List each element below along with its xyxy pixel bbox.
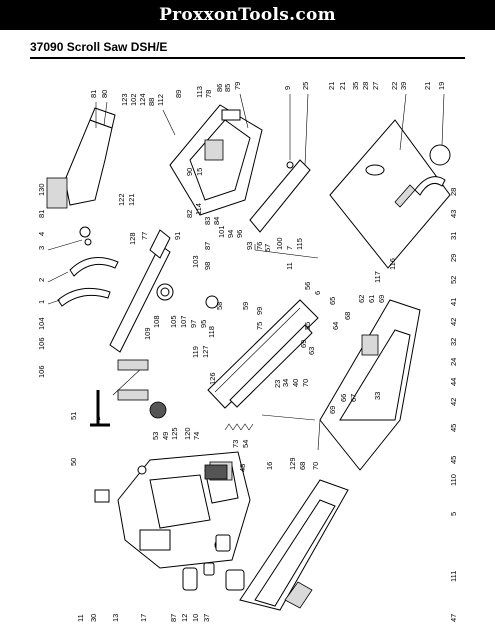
part-label: 39 [399,81,408,90]
brand-title: ProxxonTools.com [159,5,336,25]
part-label: 33 [373,391,382,400]
part-label: 120 [183,427,192,440]
part-label: 122 [117,193,126,206]
part-label: 104 [37,317,46,330]
part-label: 68 [343,311,352,320]
part-label: 80 [100,89,109,98]
part-label: 2 [37,277,46,282]
part-label: 113 [195,86,204,98]
part-label: 69 [377,294,386,303]
part-label: 44 [449,377,458,386]
part-label: 106 [37,365,46,378]
part-label: 123 [120,93,129,106]
part-label: 83 [203,216,212,225]
part-label: 111 [449,570,458,582]
part-label: 23 [273,379,282,388]
part-label: 1 [37,299,46,304]
part-label: 5 [449,511,458,516]
part-label: 81 [37,209,46,218]
part-label: 21 [327,81,336,90]
part-label: 66 [339,393,348,402]
part-label: 10 [191,613,200,622]
part-label: 102 [129,93,138,106]
part-label: 52 [449,275,458,284]
upper-cover [47,108,115,208]
hex-key [90,360,148,425]
part-label: 109 [143,327,152,340]
part-label: 119 [191,346,200,358]
part-label: 63 [307,346,316,355]
part-label: 126 [208,372,217,385]
part-label: 54 [241,439,250,448]
part-label: 57 [263,243,272,252]
part-label: 68 [298,461,307,470]
part-label: 75 [255,321,264,330]
part-label: 124 [138,93,147,106]
part-label: 30 [89,613,98,622]
part-label: 62 [357,294,366,303]
part-label: 15 [195,167,204,176]
part-label: 48 [238,463,247,472]
blade-guard-plate [250,160,310,232]
part-label: 74 [192,431,201,440]
part-label: 4 [37,231,46,236]
part-label: 13 [111,613,120,622]
part-label: 121 [127,193,136,206]
part-label: 91 [173,231,182,240]
part-label: 125 [170,427,179,440]
part-label: 70 [311,461,320,470]
part-label: 11 [76,614,85,622]
part-label: 73 [231,439,240,448]
part-label: 114 [194,203,203,215]
saw-table [330,120,450,268]
part-label: 24 [449,357,458,366]
part-label: 117 [373,271,382,283]
part-label: 67 [349,393,358,402]
part-label: 116 [388,258,397,270]
motor-housing [170,105,262,215]
part-label: 96 [235,229,244,238]
part-label: 34 [281,378,290,387]
part-label: 130 [37,183,46,196]
part-label: 9 [283,85,292,90]
part-label: 115 [295,238,304,250]
part-label: 99 [255,306,264,315]
part-label: 94 [226,229,235,238]
part-label: 85 [223,83,232,92]
part-label: 25 [301,81,310,90]
part-label: 32 [449,337,458,346]
part-label: 55 [303,321,312,330]
part-label: 95 [199,319,208,328]
part-label: 29 [449,253,458,262]
part-label: 50 [69,457,78,466]
part-label: 90 [185,167,194,176]
part-label: 40 [291,378,300,387]
part-label: 129 [288,457,297,470]
part-label: 110 [449,474,458,486]
part-label: 107 [179,315,188,328]
part-label: 101 [217,225,226,238]
part-label: 47 [449,613,458,622]
part-label: 100 [275,237,284,250]
part-label: 21 [423,81,432,90]
part-label: 112 [156,94,165,106]
part-label: 19 [437,81,446,90]
part-label: 28 [449,187,458,196]
part-label: 79 [233,81,242,90]
page-title: 37090 Scroll Saw DSH/E [30,40,168,54]
part-label: 76 [255,241,264,250]
part-label: 86 [215,83,224,92]
adjuster-knob [150,402,315,430]
part-label: 105 [169,315,178,328]
part-label: 56 [303,281,312,290]
lower-arm [208,300,318,408]
part-label: 108 [152,315,161,328]
part-label: 37 [202,613,211,622]
part-label: 81 [89,89,98,98]
part-label: 128 [128,232,137,245]
part-label: 45 [449,423,458,432]
part-label: 31 [449,231,458,240]
part-label: 78 [204,89,213,98]
part-label: 28 [361,81,370,90]
saw-base-housing [118,452,250,568]
part-label: 65 [328,296,337,305]
part-label: 97 [189,319,198,328]
part-label: 84 [212,216,221,225]
part-label: 69 [299,339,308,348]
power-switch [205,465,227,479]
part-label: 16 [265,461,274,470]
part-label: 41 [449,297,458,306]
part-label: 93 [245,241,254,250]
part-label: 22 [390,81,399,90]
part-label: 59 [241,301,250,310]
part-label: 77 [140,231,149,240]
hold-down-lever [58,258,118,307]
part-label: 61 [367,294,376,303]
part-label: 11 [285,262,294,270]
part-label: 88 [147,97,156,106]
foot-plate [240,480,348,610]
part-label: 3 [37,245,46,250]
part-label: 21 [338,81,347,90]
part-label: 51 [69,411,78,420]
part-label: 127 [201,345,210,358]
part-label: 53 [151,431,160,440]
part-label: 45 [449,455,458,464]
part-label: 69 [328,405,337,414]
part-label: 58 [215,301,224,310]
part-label: 106 [37,337,46,350]
part-label: 7 [285,245,294,250]
part-label: 49 [161,431,170,440]
part-label: 98 [203,261,212,270]
part-label: 82 [185,209,194,218]
part-label: 118 [207,326,216,338]
part-label: 42 [449,317,458,326]
part-label: 27 [371,81,380,90]
part-label: 12 [180,613,189,622]
part-label: 35 [351,81,360,90]
part-label: 17 [139,613,148,622]
part-label: 87 [203,241,212,250]
part-label: 103 [191,255,200,268]
part-label: 70 [301,378,310,387]
part-label: 42 [449,397,458,406]
part-label: 43 [449,209,458,218]
part-label: 6 [313,290,322,295]
part-label: 87 [169,613,178,622]
part-label: 64 [331,321,340,330]
part-label: 89 [174,89,183,98]
